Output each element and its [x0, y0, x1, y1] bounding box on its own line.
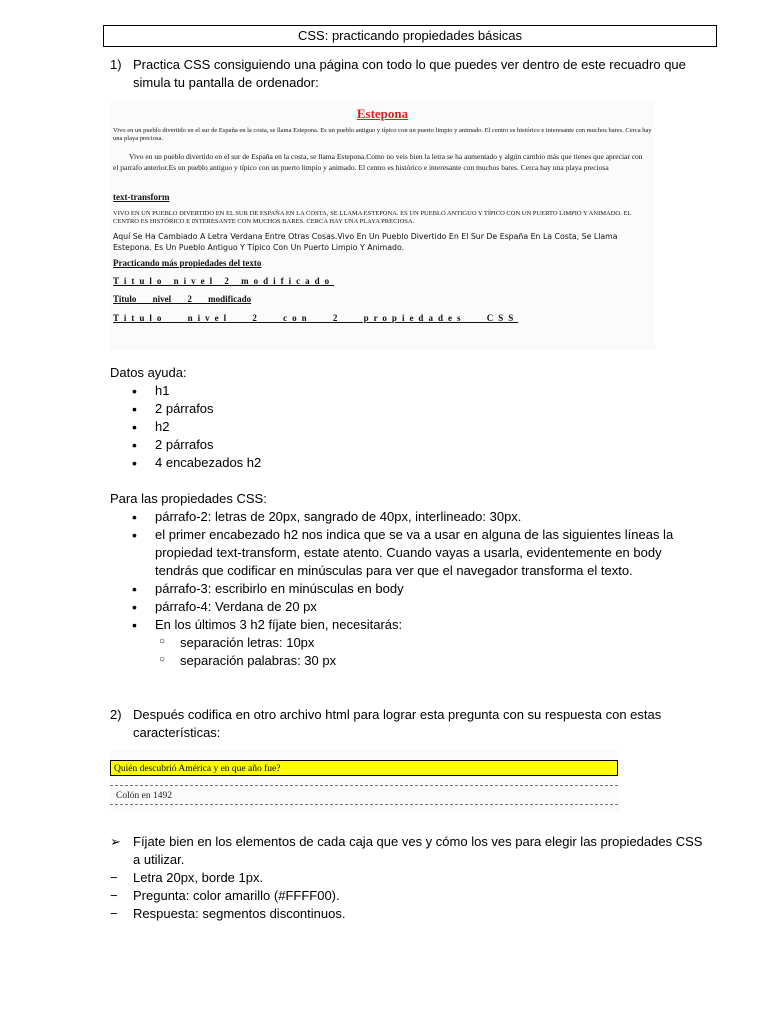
bullet-icon: •: [132, 437, 137, 453]
list-item: [110, 887, 710, 905]
qa-sample: [110, 750, 620, 812]
list-item-text: h1: [155, 383, 170, 398]
bullet-icon: •: [132, 419, 137, 435]
list-item-text: párrafo-2: letras de 20px, sangrado de 40px, interlineado: 30px.: [155, 509, 522, 524]
question-2-text: Después codifica en otro archivo html para lograr esta pregunta con su respuesta con estas características:: [133, 707, 662, 740]
list-item-text: Respuesta: segmentos discontinuos.: [133, 906, 346, 921]
list-item: [110, 526, 680, 580]
list-item-text: Pregunta: color amarillo (#FFFF00).: [133, 888, 340, 903]
list-item: [110, 869, 710, 887]
list-item: [110, 454, 710, 472]
sublist-item: [155, 652, 680, 670]
spacing-sublist: [155, 634, 680, 670]
qa-answer-box: Colón en 1492: [110, 785, 618, 805]
list-item-text: 2 párrafos: [155, 401, 214, 416]
datos-ayuda-label: Datos ayuda:: [110, 365, 187, 380]
list-item-text: En los últimos 3 h2 fíjate bien, necesitarás:: [155, 617, 403, 632]
list-item: [110, 382, 710, 400]
sample-h1: Estepona: [356, 106, 409, 121]
list-item-text: 4 encabezados h2: [155, 455, 262, 470]
list-item: [110, 508, 680, 526]
bullet-icon: •: [132, 455, 137, 471]
dash-bullet-icon: −: [110, 906, 118, 921]
bullet-icon: •: [132, 401, 137, 417]
list-item: [110, 833, 710, 869]
circle-bullet-icon: ○: [159, 636, 166, 647]
sublist-item-text: separación palabras: 30 px: [180, 653, 337, 668]
list-item: [110, 400, 710, 418]
sample-paragraph-3: VIVO EN UN PUEBLO DIVERTIDO EN EL SUR DE ESPAÑA EN LA COSTA, SE LLAMA ESTEPONA. ES UN PUEBLO ANTIGUO Y TÍPICO CON UN PUERTO LIMPIO Y ANIMADO. EL CENTRO ES HISTÓRICO E INTERESANTE CON MUCHOS BARES. CERCA HAY UNA PLAYA PRECIOSA.: [113, 210, 632, 225]
list-item-text: párrafo-4: Verdana de 20 px: [155, 599, 317, 614]
propiedades-label: Para las propiedades CSS:: [110, 491, 267, 506]
sample-paragraph-1: Vivo en un pueblo divertido en el sur de España en la costa, se llama Estepona. Es un pueblo antiguo y típico con un puerto limpio y animado. El centro es histórico e interesante con muchos bares. Cerca hay una playa preciosa.: [113, 127, 652, 142]
list-item-text: h2: [155, 419, 170, 434]
arrow-bullet-icon: ➢: [110, 834, 121, 849]
bullet-icon: •: [132, 581, 137, 597]
propiedades-list: [110, 508, 680, 670]
bullet-icon: •: [132, 527, 137, 543]
question-1-number: 1): [110, 57, 122, 72]
sublist-item: [155, 634, 680, 652]
list-item: [110, 418, 710, 436]
list-item: [110, 905, 710, 923]
list-item: [110, 580, 680, 598]
sample-paragraph-2: Vivo en un pueblo divertido en el sur de España en la costa, se llama Estepona.Como no veis bien la letra se ha aumentado y algún cambio más que tienes que apreciar con el parrafo anterior.Es un pueblo antiguo y típico con un puerto limpio y animado. El centro es histórico e interesante con muchos bares. Cerca hay una playa preciosa: [113, 152, 643, 172]
bullet-icon: •: [132, 617, 137, 633]
list-item-text: Fíjate bien en los elementos de cada caja que ves y cómo los ves para elegir las propiedades CSS a utilizar.: [133, 834, 703, 867]
list-item-text: 2 párrafos: [155, 437, 214, 452]
sample-h2-practicando: Practicando más propiedades del texto: [113, 258, 262, 268]
datos-ayuda-list: [110, 382, 710, 472]
document-title: CSS: practicando propiedades básicas: [103, 25, 717, 47]
question-2-number: 2): [110, 707, 122, 722]
question-1-text: Practica CSS consiguiendo una página con todo lo que puedes ver dentro de este recuadro que simula tu pantalla de ordenador:: [133, 57, 686, 90]
list-item: [110, 616, 680, 670]
list-item: [110, 436, 710, 454]
bullet-icon: •: [132, 509, 137, 525]
sublist-item-text: separación letras: 10px: [180, 635, 315, 650]
sample-h2-text-transform: text-transform: [113, 192, 170, 202]
final-notes-list: [110, 833, 710, 923]
qa-question-box: Quién descubrió América y en que año fue?: [110, 760, 618, 776]
dash-bullet-icon: −: [110, 870, 118, 885]
circle-bullet-icon: ○: [159, 654, 166, 665]
sample-h2-letter-spacing: Titulo nivel 2 modificado: [113, 276, 335, 286]
bullet-icon: •: [132, 599, 137, 615]
bullet-icon: •: [132, 383, 137, 399]
dash-bullet-icon: −: [110, 888, 118, 903]
list-item: [110, 598, 680, 616]
sample-screen: [110, 100, 655, 350]
list-item-text: Letra 20px, borde 1px.: [133, 870, 264, 885]
sample-h2-both-spacing: Titulo nivel 2 con 2 propiedades CSS: [113, 313, 519, 323]
list-item-text: el primer encabezado h2 nos indica que se va a usar en alguna de las siguientes líneas la propiedad text-transform, estate atento. Cuando vayas a usarla, evidentemente en body tendrás que codificar en minúsculas para ver que el navegador transforma el texto.: [155, 527, 674, 578]
sample-h2-word-spacing: Titulo nivel 2 modificado: [113, 294, 252, 304]
sample-paragraph-4: Aquí Se Ha Cambiado A Letra Verdana Entre Otras Cosas.Vivo En Un Pueblo Divertido En El Sur De España En La Costa, Se Llama Estepona. Es Un Pueblo Antiguo Y Típico Con Un Puerto Limpio Y Animado.: [113, 232, 618, 252]
list-item-text: párrafo-3: escribirlo en minúsculas en body: [155, 581, 404, 596]
